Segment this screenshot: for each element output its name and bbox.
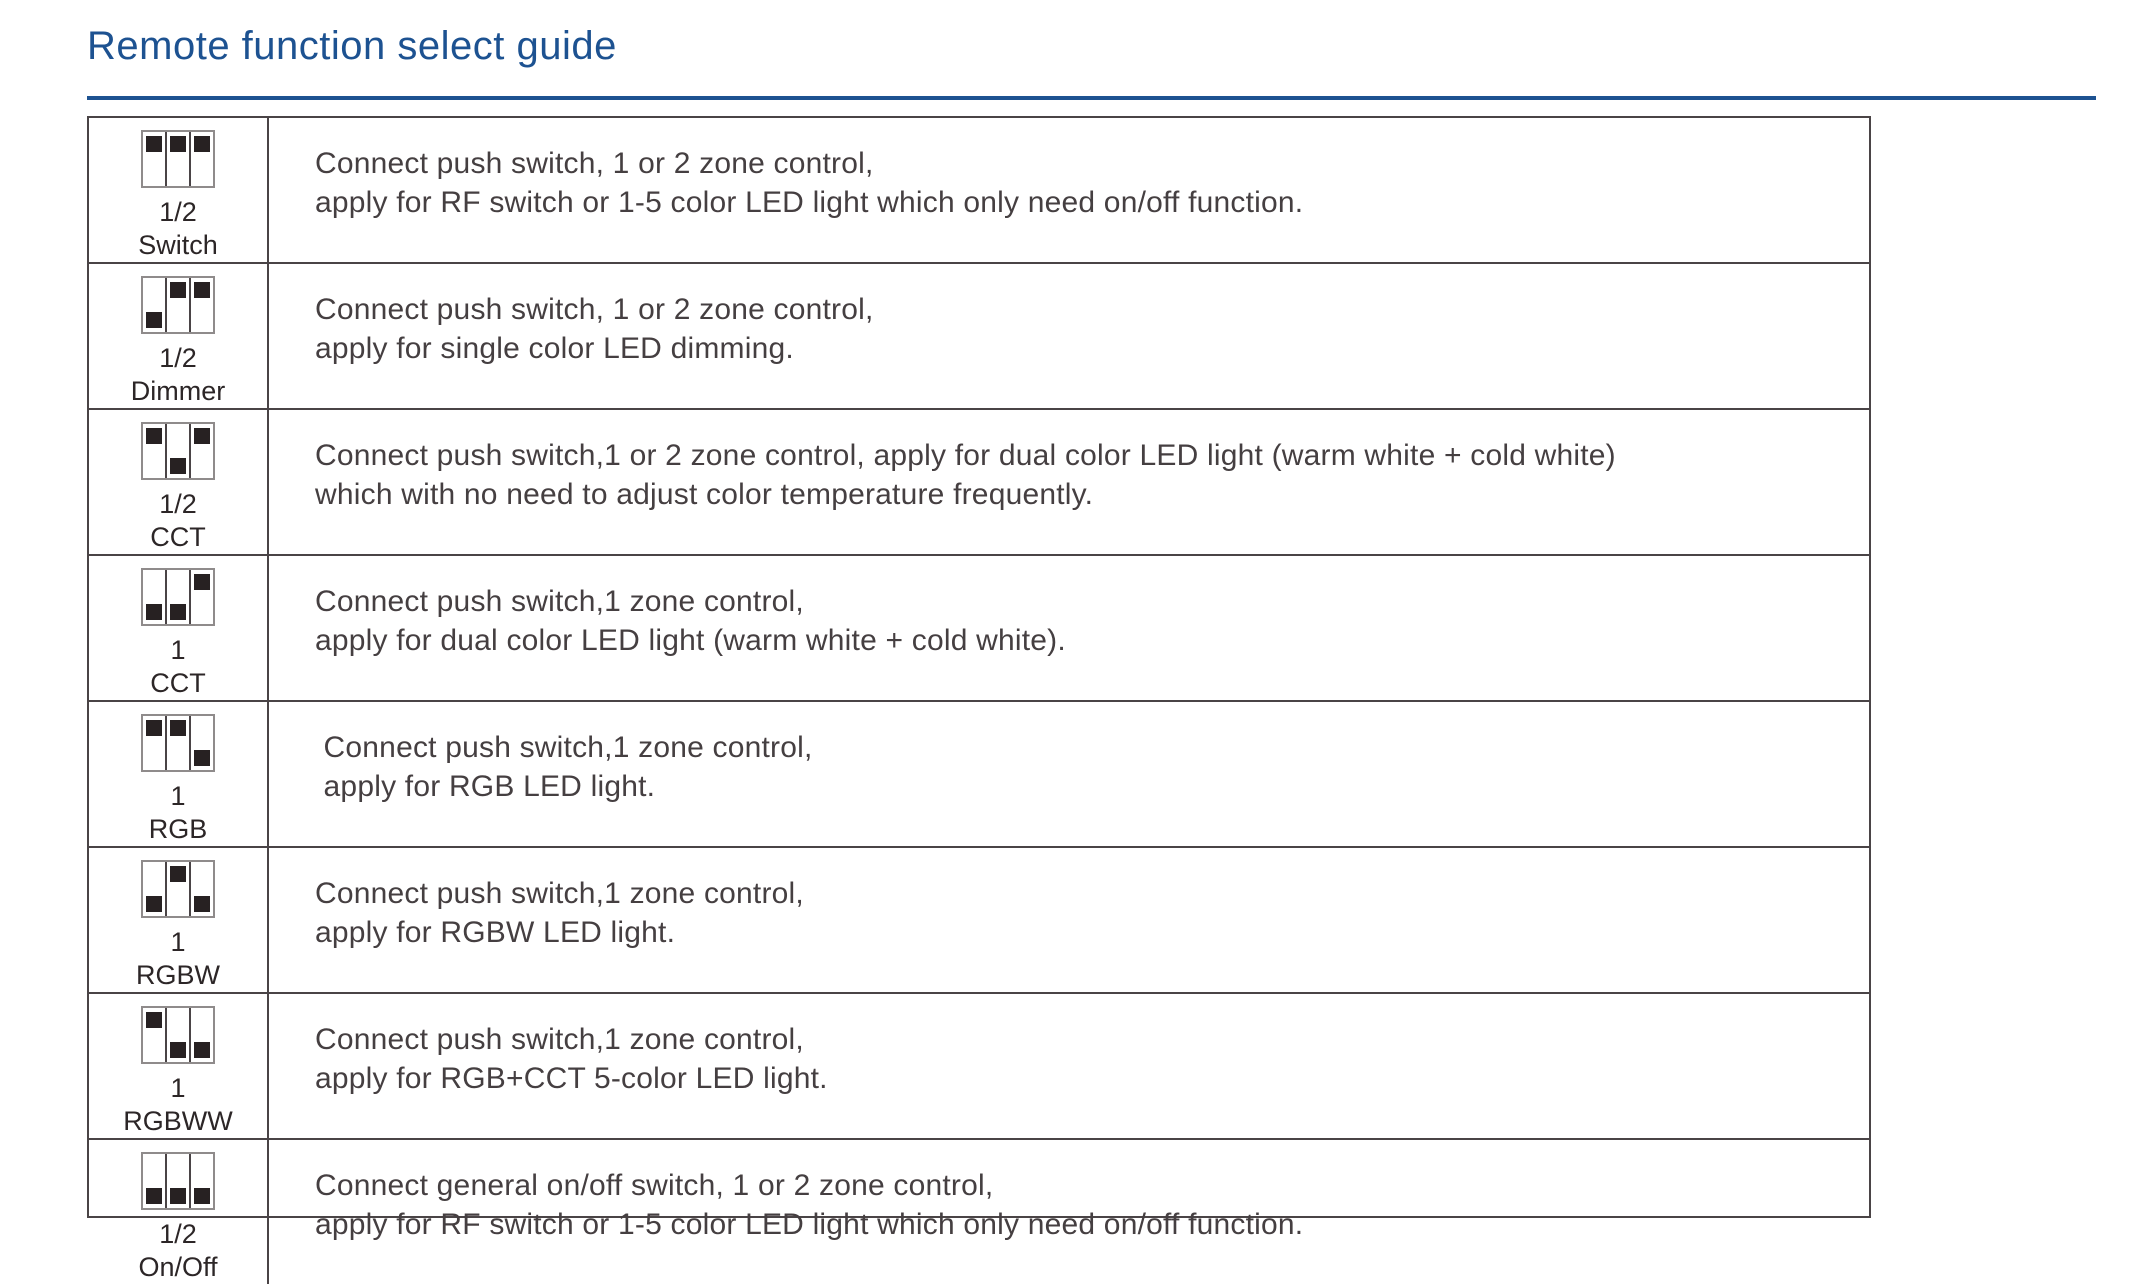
dip-config-cell: [89, 848, 269, 992]
description-line: Connect general on/off switch, 1 or 2 zone control,: [315, 1169, 994, 1202]
dip-config-cell: [89, 994, 269, 1138]
dip-slot: [189, 570, 213, 624]
dip-slot: [165, 1154, 189, 1208]
dip-slot: [189, 1154, 213, 1208]
mode-label: CCT: [150, 668, 206, 698]
table-row: [89, 702, 1869, 848]
dip-slot: [143, 862, 165, 916]
dip-slot: [143, 424, 165, 478]
description-cell: [269, 1140, 1869, 1284]
description-line: apply for single color LED dimming.: [315, 332, 794, 365]
mode-label: Switch: [138, 230, 218, 260]
dip-config-label: [138, 196, 218, 262]
dip-config-label: [136, 926, 220, 992]
dip-slot: [189, 132, 213, 186]
description-line: Connect push switch, 1 or 2 zone control,: [315, 147, 874, 180]
dip-config-label: [150, 634, 206, 700]
dip-slot: [189, 716, 213, 770]
dip-switch-icon: [141, 422, 215, 480]
dip-slot: [143, 132, 165, 186]
zone-label: 1/2: [159, 343, 197, 373]
dip-slot: [189, 278, 213, 332]
zone-label: 1/2: [159, 489, 197, 519]
description-line: apply for RGBW LED light.: [315, 916, 676, 949]
dip-knob-down: [170, 604, 186, 620]
dip-switch-icon: [141, 714, 215, 772]
zone-label: 1: [170, 781, 186, 811]
dip-knob-down: [170, 1188, 186, 1204]
table-row: [89, 118, 1869, 264]
mode-label: Dimmer: [130, 376, 226, 406]
dip-knob-down: [146, 1188, 162, 1204]
description-cell: [269, 702, 1869, 846]
dip-config-cell: [89, 556, 269, 700]
description-cell: [269, 118, 1869, 262]
description-line: Connect push switch,1 zone control,: [315, 877, 804, 910]
zone-label: 1/2: [159, 197, 197, 227]
dip-knob-down: [194, 896, 210, 912]
zone-label: 1/2: [159, 1219, 197, 1249]
dip-config-label: [150, 488, 206, 554]
description-line: Connect push switch,1 zone control,: [315, 1023, 804, 1056]
dip-switch-icon: [141, 130, 215, 188]
mode-label: CCT: [150, 522, 206, 552]
dip-knob-up: [170, 282, 186, 298]
dip-config-cell: [89, 702, 269, 846]
description-line: apply for dual color LED light (warm white + cold white).: [315, 624, 1066, 657]
dip-knob-up: [146, 720, 162, 736]
zone-label: 1: [170, 635, 186, 665]
dip-slot: [165, 570, 189, 624]
dip-slot: [165, 278, 189, 332]
description-line: apply for RGB LED light.: [315, 770, 656, 803]
dip-slot: [189, 862, 213, 916]
table-row: [89, 264, 1869, 410]
dip-config-label: [138, 1218, 217, 1284]
dip-config-label: [123, 1072, 232, 1138]
description-line: Connect push switch,1 or 2 zone control, apply for dual color LED light (warm white + cold white): [315, 439, 1616, 472]
dip-knob-up: [170, 866, 186, 882]
description-cell: [269, 556, 1869, 700]
table-row: [89, 994, 1869, 1140]
description-line: Connect push switch,1 zone control,: [315, 585, 804, 618]
title-underline: [87, 96, 2096, 100]
dip-knob-up: [146, 428, 162, 444]
description-cell: [269, 410, 1869, 554]
zone-label: 1: [170, 1073, 186, 1103]
dip-knob-up: [170, 136, 186, 152]
dip-slot: [143, 1008, 165, 1062]
zone-label: 1: [170, 927, 186, 957]
dip-config-label: [149, 780, 208, 846]
dip-knob-up: [194, 136, 210, 152]
dip-knob-down: [194, 750, 210, 766]
dip-knob-up: [170, 720, 186, 736]
dip-switch-icon: [141, 860, 215, 918]
dip-slot: [165, 1008, 189, 1062]
description-line: which with no need to adjust color temperature frequently.: [315, 478, 1094, 511]
dip-slot: [165, 716, 189, 770]
description-line: Connect push switch, 1 or 2 zone control,: [315, 293, 874, 326]
function-select-table: [87, 116, 1871, 1282]
dip-slot: [165, 862, 189, 916]
dip-slot: [189, 1008, 213, 1062]
dip-knob-up: [146, 1012, 162, 1028]
dip-knob-down: [170, 458, 186, 474]
dip-slot: [165, 132, 189, 186]
dip-knob-down: [194, 1042, 210, 1058]
dip-slot: [189, 424, 213, 478]
description-line: apply for RGB+CCT 5-color LED light.: [315, 1062, 828, 1095]
dip-knob-down: [170, 1042, 186, 1058]
table-row: [89, 410, 1869, 556]
dip-config-cell: [89, 264, 269, 408]
dip-config-cell: [89, 1140, 269, 1284]
dip-switch-icon: [141, 568, 215, 626]
dip-slot: [165, 424, 189, 478]
mode-label: RGBW: [136, 960, 220, 990]
dip-knob-down: [194, 1188, 210, 1204]
dip-config-label: [131, 342, 226, 408]
dip-config-cell: [89, 118, 269, 262]
dip-switch-icon: [141, 276, 215, 334]
description-cell: [269, 264, 1869, 408]
dip-slot: [143, 716, 165, 770]
description-line: Connect push switch,1 zone control,: [315, 731, 813, 764]
dip-switch-icon: [141, 1152, 215, 1210]
dip-knob-down: [146, 896, 162, 912]
mode-label: RGBWW: [123, 1106, 233, 1136]
description-line: apply for RF switch or 1-5 color LED light which only need on/off function.: [315, 186, 1304, 219]
dip-knob-up: [146, 136, 162, 152]
description-cell: [269, 994, 1869, 1138]
description-cell: [269, 848, 1869, 992]
page-title: Remote function select guide: [87, 24, 617, 68]
dip-slot: [143, 570, 165, 624]
table-row: [89, 848, 1869, 994]
dip-knob-down: [146, 312, 162, 328]
mode-label: RGB: [148, 814, 208, 844]
mode-label: On/Off: [138, 1252, 218, 1282]
dip-knob-up: [194, 282, 210, 298]
description-line: apply for RF switch or 1-5 color LED light which only need on/off function.: [315, 1208, 1304, 1241]
dip-switch-icon: [141, 1006, 215, 1064]
dip-knob-down: [146, 604, 162, 620]
dip-slot: [143, 1154, 165, 1208]
dip-slot: [143, 278, 165, 332]
table-row: [89, 556, 1869, 702]
dip-knob-up: [194, 574, 210, 590]
dip-config-cell: [89, 410, 269, 554]
table-row: [89, 1140, 1869, 1284]
dip-knob-up: [194, 428, 210, 444]
